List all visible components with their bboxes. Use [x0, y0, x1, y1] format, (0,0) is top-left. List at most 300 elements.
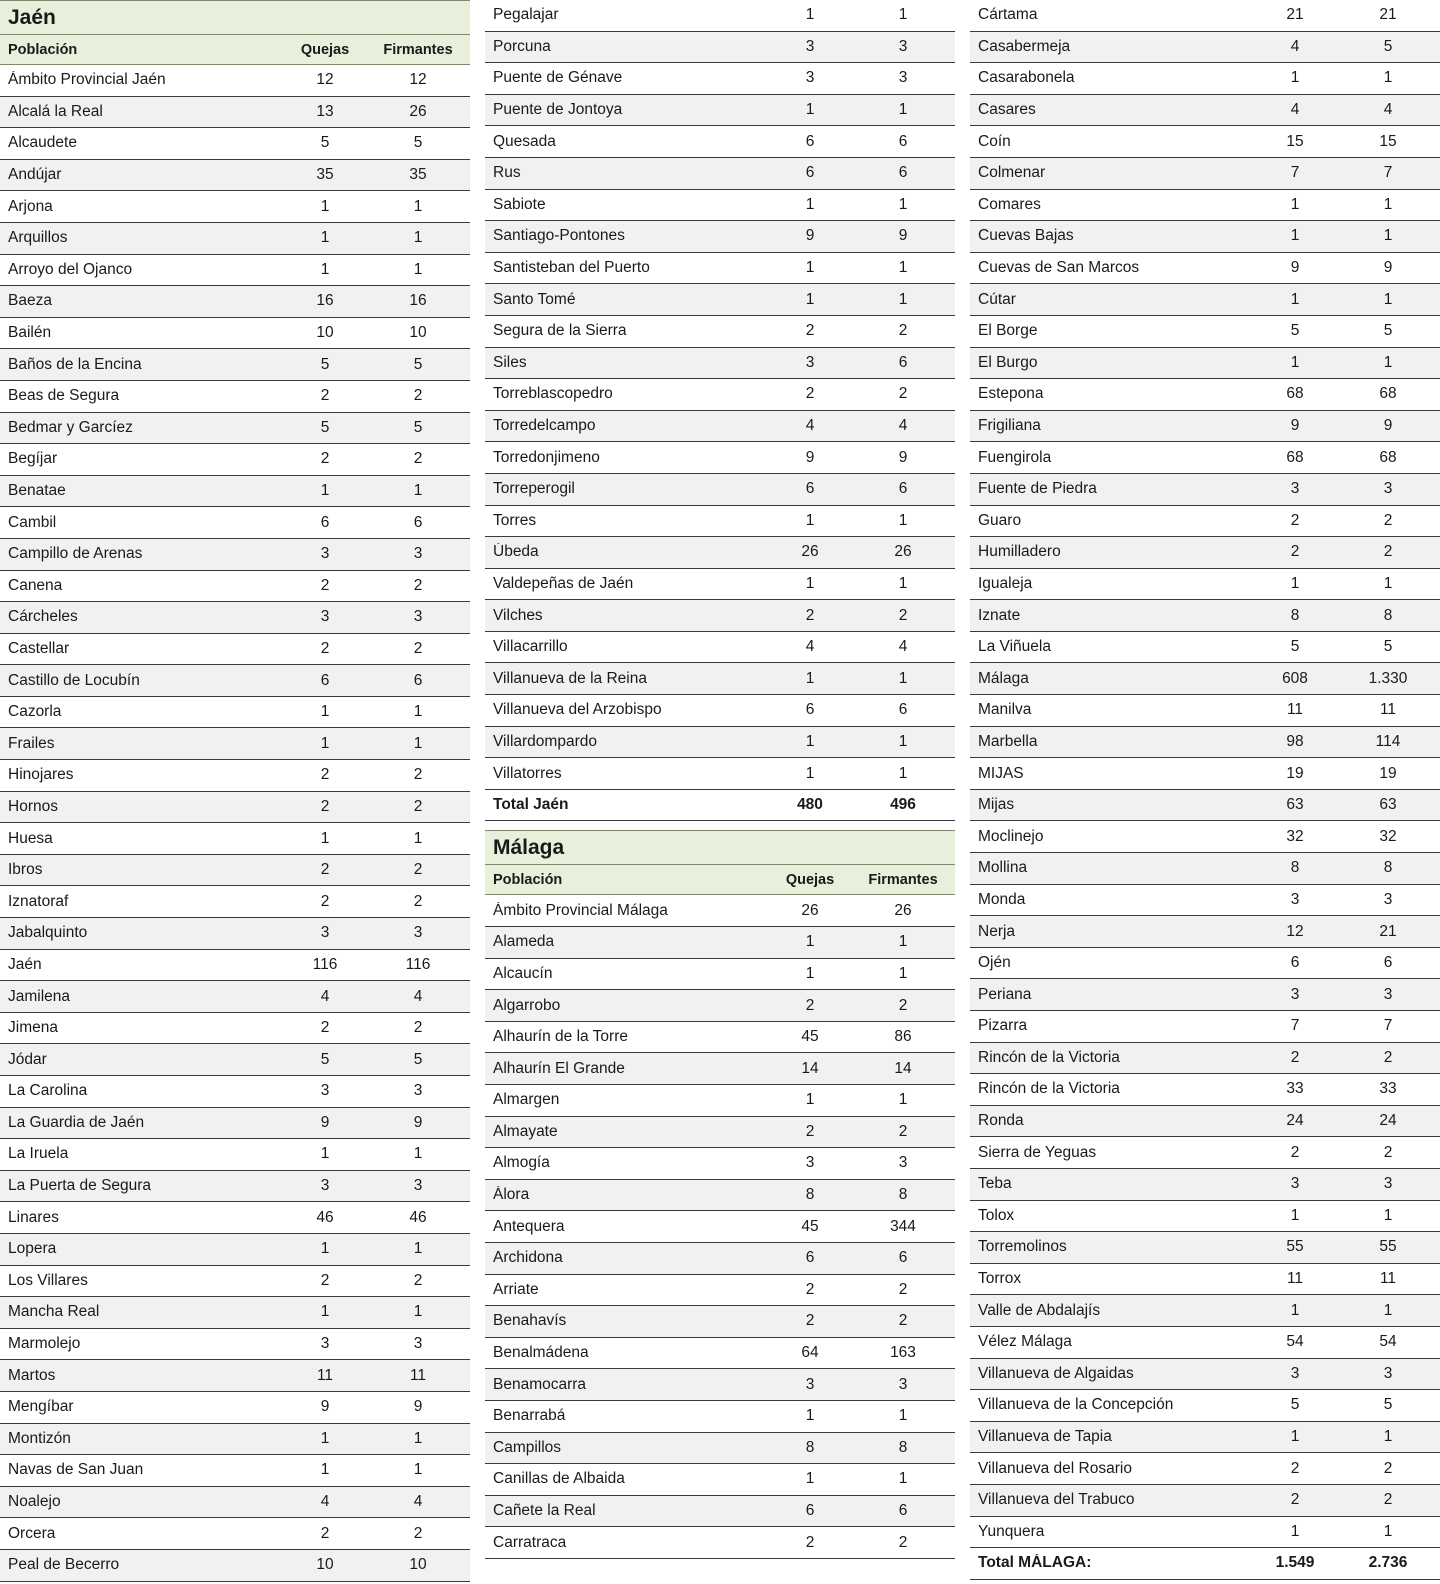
cell-quejas: 63	[1286, 796, 1304, 814]
cell-firmantes: 3	[413, 924, 423, 942]
cell-poblacion: La Carolina	[8, 1082, 88, 1100]
cell-poblacion: Canena	[8, 576, 63, 594]
cell-quejas: 35	[316, 166, 334, 184]
table-row	[970, 1264, 1440, 1296]
table-header	[485, 864, 955, 895]
cell-firmantes: 1	[898, 669, 908, 687]
cell-poblacion: Nerja	[978, 922, 1016, 940]
cell-quejas: 6	[805, 1502, 815, 1520]
cell-quejas: 4	[805, 417, 815, 435]
cell-poblacion: Segura de la Sierra	[493, 322, 627, 340]
table-row	[0, 981, 470, 1013]
cell-firmantes: 4	[413, 987, 423, 1005]
cell-poblacion: Jimena	[8, 1019, 58, 1037]
cell-quejas: 1	[1290, 227, 1300, 245]
cell-quejas: 26	[801, 543, 819, 561]
cell-firmantes: 5	[1383, 37, 1393, 55]
cell-firmantes: 6	[898, 353, 908, 371]
cell-poblacion: Mengíbar	[8, 1398, 74, 1416]
table-row	[970, 569, 1440, 601]
cell-poblacion: Lopera	[8, 1240, 57, 1258]
cell-poblacion: Alameda	[493, 933, 555, 951]
table-row	[0, 1424, 470, 1456]
cell-poblacion: Beas de Segura	[8, 387, 120, 405]
cell-poblacion: Puente de Génave	[493, 69, 623, 87]
cell-quejas: 3	[320, 1177, 330, 1195]
cell-quejas: 2	[320, 576, 330, 594]
cell-firmantes: 6	[898, 480, 908, 498]
cell-quejas: 5	[320, 134, 330, 152]
cell-quejas: 2	[320, 639, 330, 657]
cell-firmantes: 10	[409, 1556, 427, 1574]
table-row	[970, 1137, 1440, 1169]
cell-poblacion: Torredelcampo	[493, 417, 596, 435]
table-row	[485, 895, 955, 927]
cell-quejas: 8	[805, 1438, 815, 1456]
cell-firmantes: 114	[1375, 732, 1401, 750]
column-1	[0, 0, 470, 1582]
table-row	[485, 1085, 955, 1117]
cell-poblacion: El Borge	[978, 322, 1038, 340]
cell-firmantes: 7	[1383, 164, 1393, 182]
cell-quejas: 1	[320, 482, 330, 500]
cell-firmantes: 63	[1379, 796, 1397, 814]
cell-quejas: 2	[320, 1019, 330, 1037]
table-row	[485, 411, 955, 443]
cell-firmantes: 1	[898, 6, 908, 24]
cell-firmantes: 3	[413, 1177, 423, 1195]
table-row	[970, 1359, 1440, 1391]
cell-firmantes: 26	[409, 102, 427, 120]
cell-firmantes: 5	[413, 134, 423, 152]
cell-quejas: 3	[320, 1082, 330, 1100]
cell-quejas: 2	[805, 996, 815, 1014]
cell-poblacion: Almogía	[493, 1154, 550, 1172]
cell-quejas: 5	[320, 355, 330, 373]
cell-firmantes: 8	[1383, 606, 1393, 624]
cell-poblacion: Cuevas de San Marcos	[978, 259, 1140, 277]
cell-quejas: 15	[1286, 132, 1304, 150]
cell-poblacion: Cambil	[8, 513, 57, 531]
cell-quejas: 9	[320, 1113, 330, 1131]
cell-poblacion: Guaro	[978, 511, 1022, 529]
cell-quejas: 3	[320, 545, 330, 563]
cell-quejas: 1	[805, 1470, 815, 1488]
table-row	[0, 1487, 470, 1519]
cell-firmantes: 55	[1379, 1238, 1397, 1256]
table-row	[0, 792, 470, 824]
table-row	[485, 1275, 955, 1307]
cell-firmantes: 54	[1379, 1333, 1397, 1351]
table-row	[485, 1527, 955, 1559]
table-row	[485, 1369, 955, 1401]
table-row	[485, 506, 955, 538]
cell-poblacion: Casabermeja	[978, 37, 1071, 55]
cell-quejas: 21	[1286, 6, 1304, 24]
table-row	[0, 191, 470, 223]
cell-firmantes: 2	[413, 797, 423, 815]
table-row	[0, 602, 470, 634]
cell-poblacion: Alcaucín	[493, 964, 553, 982]
cell-poblacion: Torremolinos	[978, 1238, 1067, 1256]
cell-poblacion: Cútar	[978, 290, 1016, 308]
cell-poblacion: Linares	[8, 1208, 59, 1226]
cell-quejas: 1.549	[1275, 1554, 1315, 1572]
cell-firmantes: 344	[890, 1217, 916, 1235]
table-row	[970, 379, 1440, 411]
cell-firmantes: 3	[898, 69, 908, 87]
cell-firmantes: 8	[1383, 859, 1393, 877]
cell-quejas: 6	[805, 1249, 815, 1267]
cell-quejas: 1	[805, 101, 815, 119]
header-quejas: Quejas	[300, 41, 350, 58]
table-row	[485, 695, 955, 727]
table-row	[970, 95, 1440, 127]
cell-poblacion: Comares	[978, 195, 1041, 213]
table-row	[970, 1453, 1440, 1485]
cell-quejas: 64	[801, 1344, 819, 1362]
table-row	[970, 1043, 1440, 1075]
table-row	[485, 1306, 955, 1338]
cell-poblacion: Iznate	[978, 606, 1021, 624]
cell-poblacion: Iznatoraf	[8, 892, 69, 910]
cell-poblacion: Begíjar	[8, 450, 58, 468]
cell-quejas: 3	[320, 1335, 330, 1353]
cell-firmantes: 1	[898, 259, 908, 277]
table-row	[485, 190, 955, 222]
cell-quejas: 12	[1286, 922, 1304, 940]
table-row	[970, 885, 1440, 917]
table-row	[970, 948, 1440, 980]
table-row	[0, 255, 470, 287]
cell-quejas: 3	[805, 1154, 815, 1172]
column-3	[970, 0, 1440, 1580]
cell-quejas: 1	[805, 574, 815, 592]
cell-quejas: 2	[805, 385, 815, 403]
cell-firmantes: 1	[898, 1470, 908, 1488]
cell-poblacion: Torres	[493, 511, 537, 529]
table-row	[485, 927, 955, 959]
table-row	[970, 663, 1440, 695]
cell-firmantes: 10	[409, 324, 427, 342]
cell-poblacion: Villanueva del Arzobispo	[493, 701, 662, 719]
table-row	[0, 697, 470, 729]
cell-poblacion: Fuengirola	[978, 448, 1052, 466]
cell-firmantes: 5	[1383, 638, 1393, 656]
cell-poblacion: Mijas	[978, 796, 1015, 814]
cell-poblacion: Rincón de la Victoria	[978, 1080, 1120, 1098]
cell-firmantes: 32	[1379, 827, 1397, 845]
cell-firmantes: 1	[898, 511, 908, 529]
cell-firmantes: 4	[898, 417, 908, 435]
cell-firmantes: 6	[898, 164, 908, 182]
cell-poblacion: Torredonjimeno	[493, 448, 600, 466]
table-row	[970, 506, 1440, 538]
cell-firmantes: 3	[413, 608, 423, 626]
cell-poblacion: Cazorla	[8, 703, 62, 721]
table-row	[0, 855, 470, 887]
cell-quejas: 1	[805, 290, 815, 308]
table-row	[485, 1211, 955, 1243]
cell-quejas: 54	[1286, 1333, 1304, 1351]
cell-poblacion: Benatae	[8, 482, 66, 500]
cell-quejas: 33	[1286, 1080, 1304, 1098]
cell-poblacion: Vélez Málaga	[978, 1333, 1072, 1351]
cell-firmantes: 1	[1383, 1522, 1393, 1540]
cell-poblacion: Castellar	[8, 639, 70, 657]
table-row	[970, 158, 1440, 190]
cell-poblacion: Noalejo	[8, 1493, 61, 1511]
table-row	[970, 474, 1440, 506]
cell-poblacion: Villacarrillo	[493, 638, 568, 656]
cell-firmantes: 3	[1383, 890, 1393, 908]
cell-firmantes: 3	[413, 545, 423, 563]
header-quejas: Quejas	[785, 871, 835, 888]
cell-poblacion: Monda	[978, 890, 1026, 908]
cell-firmantes: 4	[413, 1493, 423, 1511]
cell-quejas: 7	[1290, 164, 1300, 182]
table-row	[0, 160, 470, 192]
cell-firmantes: 1	[1383, 227, 1393, 245]
cell-poblacion: Ojén	[978, 954, 1011, 972]
table-row	[485, 600, 955, 632]
cell-quejas: 45	[801, 1217, 819, 1235]
table-row	[0, 65, 470, 97]
cell-quejas: 4	[1290, 101, 1300, 119]
cell-firmantes: 24	[1379, 1112, 1397, 1130]
table-row	[0, 1108, 470, 1140]
cell-quejas: 8	[805, 1186, 815, 1204]
cell-quejas: 2	[1290, 1048, 1300, 1066]
cell-quejas: 480	[797, 796, 823, 814]
cell-poblacion: Ámbito Provincial Málaga	[493, 901, 668, 919]
cell-poblacion: Andújar	[8, 166, 62, 184]
cell-quejas: 8	[1290, 859, 1300, 877]
table-row	[970, 1074, 1440, 1106]
table-row	[0, 1266, 470, 1298]
cell-firmantes: 1	[1383, 1428, 1393, 1446]
cell-poblacion: Villanueva del Rosario	[978, 1459, 1132, 1477]
table-row	[970, 316, 1440, 348]
cell-firmantes: 3	[1383, 480, 1393, 498]
cell-poblacion: Carratraca	[493, 1533, 567, 1551]
table-row	[970, 348, 1440, 380]
cell-poblacion: Jódar	[8, 1050, 47, 1068]
cell-firmantes: 6	[413, 513, 423, 531]
table-row	[0, 413, 470, 445]
cell-firmantes: 1	[413, 1461, 423, 1479]
cell-quejas: 5	[1290, 1396, 1300, 1414]
table-row	[485, 1180, 955, 1212]
cell-poblacion: Quesada	[493, 132, 556, 150]
table-row	[485, 379, 955, 411]
cell-firmantes: 9	[413, 1398, 423, 1416]
cell-quejas: 1	[805, 764, 815, 782]
cell-firmantes: 14	[894, 1059, 912, 1077]
cell-quejas: 1	[1290, 1522, 1300, 1540]
cell-firmantes: 1	[413, 197, 423, 215]
cell-firmantes: 1	[413, 260, 423, 278]
table-row	[0, 444, 470, 476]
cell-poblacion: Cuevas Bajas	[978, 227, 1074, 245]
jaen-table-body-continued	[485, 0, 955, 790]
cell-quejas: 1	[320, 1240, 330, 1258]
cell-firmantes: 1	[1383, 574, 1393, 592]
cell-quejas: 24	[1286, 1112, 1304, 1130]
table-row	[970, 32, 1440, 64]
cell-poblacion: Arjona	[8, 197, 53, 215]
table-row	[970, 411, 1440, 443]
cell-poblacion: Cártama	[978, 6, 1038, 24]
cell-quejas: 1	[320, 1303, 330, 1321]
cell-poblacion: Siles	[493, 353, 527, 371]
table-row	[970, 1232, 1440, 1264]
cell-quejas: 2	[320, 861, 330, 879]
cell-firmantes: 2	[1383, 543, 1393, 561]
cell-firmantes: 1	[413, 1145, 423, 1163]
header-firmantes: Firmantes	[868, 871, 938, 888]
cell-quejas: 11	[316, 1366, 334, 1384]
cell-quejas: 2	[320, 450, 330, 468]
cell-poblacion: Marmolejo	[8, 1335, 81, 1353]
cell-poblacion: Canillas de Albaida	[493, 1470, 625, 1488]
cell-poblacion: Benalmádena	[493, 1344, 589, 1362]
cell-firmantes: 1	[898, 1407, 908, 1425]
section-title-jaen: Jaén	[0, 0, 470, 34]
cell-poblacion: Bailén	[8, 324, 52, 342]
cell-poblacion: Marbella	[978, 732, 1038, 750]
table-row	[485, 1338, 955, 1370]
table-row	[485, 758, 955, 790]
cell-quejas: 11	[1286, 1270, 1304, 1288]
cell-firmantes: 3	[1383, 1364, 1393, 1382]
table-row	[0, 1455, 470, 1487]
cell-poblacion: Campillos	[493, 1438, 562, 1456]
cell-firmantes: 68	[1379, 448, 1397, 466]
table-row	[970, 1106, 1440, 1138]
cell-quejas: 9	[805, 448, 815, 466]
table-row	[485, 221, 955, 253]
cell-quejas: 2	[1290, 1491, 1300, 1509]
table-row	[970, 821, 1440, 853]
cell-firmantes: 2	[898, 606, 908, 624]
cell-firmantes: 6	[1383, 954, 1393, 972]
table-row	[0, 823, 470, 855]
cell-poblacion: Alcaudete	[8, 134, 77, 152]
cell-quejas: 9	[320, 1398, 330, 1416]
cell-quejas: 2	[805, 1122, 815, 1140]
cell-firmantes: 2	[1383, 1048, 1393, 1066]
table-row	[970, 253, 1440, 285]
cell-firmantes: 26	[894, 543, 912, 561]
cell-quejas: 1	[1290, 1301, 1300, 1319]
cell-poblacion: Santo Tomé	[493, 290, 576, 308]
cell-quejas: 2	[805, 1280, 815, 1298]
table-row	[970, 695, 1440, 727]
table-row	[970, 126, 1440, 158]
cell-poblacion: Almayate	[493, 1122, 558, 1140]
cell-firmantes: 1	[1383, 1206, 1393, 1224]
cell-quejas: 6	[805, 480, 815, 498]
cell-poblacion: Cárcheles	[8, 608, 78, 626]
cell-quejas: 98	[1286, 732, 1304, 750]
cell-poblacion: Colmenar	[978, 164, 1046, 182]
cell-quejas: 11	[1286, 701, 1304, 719]
cell-firmantes: 2	[413, 861, 423, 879]
cell-firmantes: 3	[1383, 1175, 1393, 1193]
malaga-table-body-continued	[970, 0, 1440, 1548]
cell-firmantes: 2	[898, 996, 908, 1014]
cell-firmantes: 2	[898, 1533, 908, 1551]
table-row	[970, 1169, 1440, 1201]
cell-quejas: 7	[1290, 1017, 1300, 1035]
cell-poblacion: Baños de la Encina	[8, 355, 142, 373]
cell-quejas: 6	[1290, 954, 1300, 972]
cell-poblacion: Torreblascopedro	[493, 385, 613, 403]
cell-firmantes: 6	[898, 1502, 908, 1520]
table-row	[485, 63, 955, 95]
cell-quejas: 9	[1290, 259, 1300, 277]
cell-poblacion: Santiago-Pontones	[493, 227, 625, 245]
cell-firmantes: 1	[413, 703, 423, 721]
cell-firmantes: 21	[1379, 6, 1397, 24]
cell-poblacion: La Iruela	[8, 1145, 69, 1163]
cell-firmantes: 1	[898, 964, 908, 982]
cell-poblacion: MIJAS	[978, 764, 1024, 782]
cell-poblacion: Ronda	[978, 1112, 1024, 1130]
cell-quejas: 1	[320, 703, 330, 721]
cell-firmantes: 2	[413, 576, 423, 594]
cell-firmantes: 8	[898, 1438, 908, 1456]
cell-firmantes: 2	[413, 450, 423, 468]
table-row	[970, 0, 1440, 32]
table-row	[970, 727, 1440, 759]
cell-firmantes: 2	[413, 766, 423, 784]
cell-quejas: 12	[316, 71, 334, 89]
table-row	[0, 1013, 470, 1045]
cell-firmantes: 1	[898, 764, 908, 782]
cell-firmantes: 1	[898, 101, 908, 119]
cell-firmantes: 5	[1383, 1396, 1393, 1414]
table-row	[0, 97, 470, 129]
cell-poblacion: Almargen	[493, 1091, 560, 1109]
cell-quejas: 1	[320, 260, 330, 278]
cell-poblacion: Alhaurín de la Torre	[493, 1028, 628, 1046]
table-row	[485, 1117, 955, 1149]
cell-firmantes: 1	[413, 1429, 423, 1447]
table-row	[970, 1201, 1440, 1233]
table-row	[485, 348, 955, 380]
cell-poblacion: Arquillos	[8, 229, 68, 247]
cell-poblacion: Valdepeñas de Jaén	[493, 574, 634, 592]
cell-poblacion: Coín	[978, 132, 1011, 150]
cell-poblacion: Teba	[978, 1175, 1012, 1193]
table-row	[485, 1433, 955, 1465]
cell-poblacion: Ámbito Provincial Jaén	[8, 71, 166, 89]
cell-poblacion: Tolox	[978, 1206, 1015, 1224]
cell-poblacion: Hornos	[8, 797, 58, 815]
cell-firmantes: 1	[413, 1303, 423, 1321]
cell-poblacion: Antequera	[493, 1217, 565, 1235]
total-row	[970, 1548, 1440, 1580]
cell-quejas: 2	[320, 766, 330, 784]
cell-poblacion: Villanueva de la Concepción	[978, 1396, 1174, 1414]
cell-poblacion: Alcalá la Real	[8, 102, 103, 120]
table-row	[970, 284, 1440, 316]
cell-quejas: 26	[801, 901, 819, 919]
cell-firmantes: 16	[409, 292, 427, 310]
cell-poblacion: Villanueva de Tapia	[978, 1428, 1112, 1446]
